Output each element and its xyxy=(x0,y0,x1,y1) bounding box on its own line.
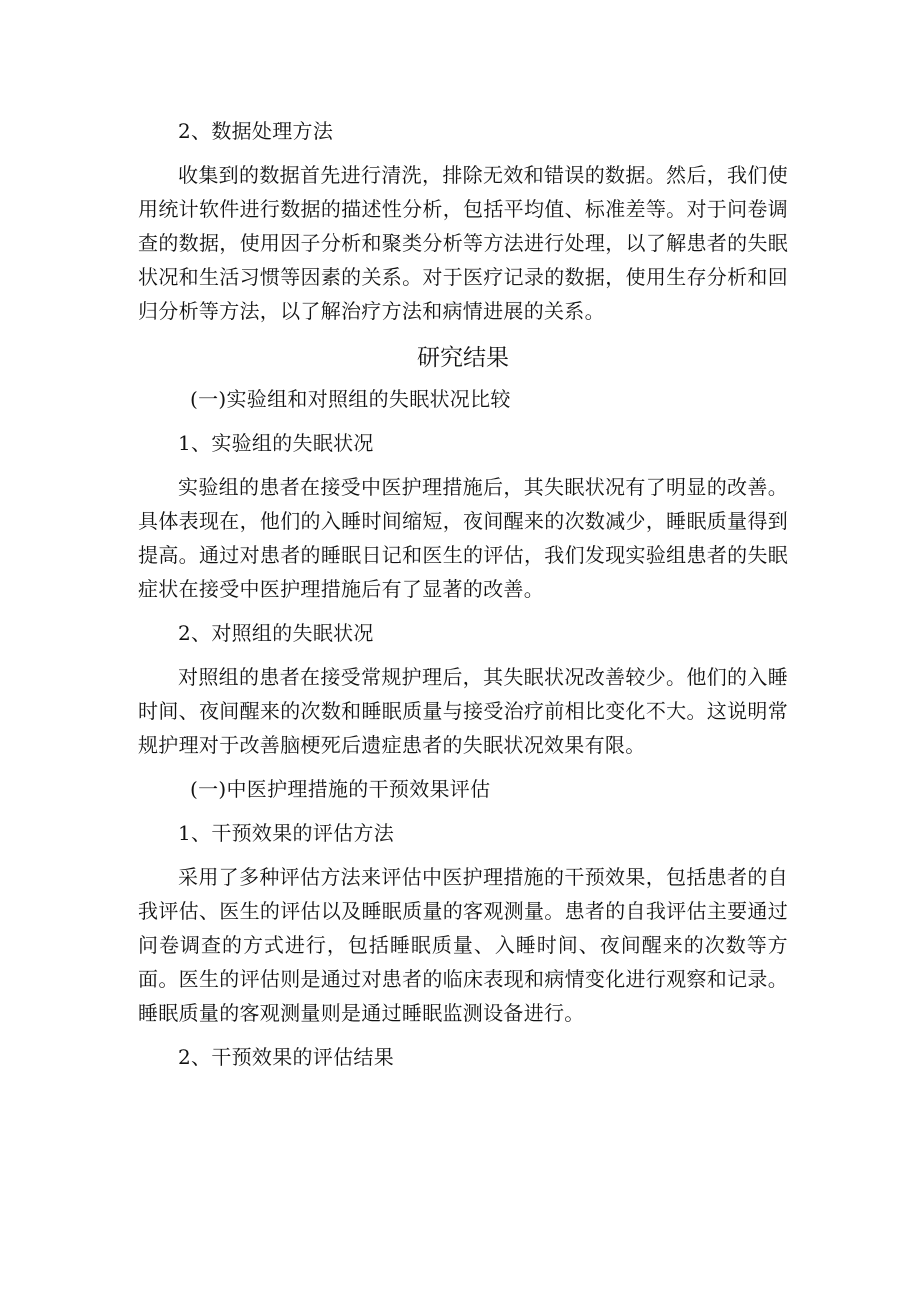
results-title: 研究结果 xyxy=(417,345,509,371)
paragraph-eval-method: 采用了多种评估方法来评估中医护理措施的干预效果，包括患者的自我评估、医生的评估以及睡眠质量的客观测量。患者的自我评估主要通过问卷调查的方式进行，包括睡眠质量、入睡时间、夜间醒来的次数等方面。医生的评估则是通过对患者的临床表现和病情变化进行观察和记录。睡眠质量的客观测量则是通过睡眠监测设备进行。 xyxy=(138,865,788,1025)
paragraph-control: 对照组的患者在接受常规护理后，其失眠状况改善较少。他们的入睡时间、夜间醒来的次数和睡眠质量与接受治疗前相比变化不大。这说明常规护理对于改善脑梗死后遗症患者的失眠状况效果有限。 xyxy=(138,665,788,757)
item-heading-control: 2、对照组的失眠状况 xyxy=(178,621,374,645)
item-heading-eval-result: 2、干预效果的评估结果 xyxy=(178,1045,395,1069)
document-page xyxy=(138,114,788,1084)
paragraph-experimental: 实验组的患者在接受中医护理措施后，其失眠状况有了明显的改善。具体表现在，他们的入睡时间缩短，夜间醒来的次数减少，睡眠质量得到提高。通过对患者的睡眠日记和医生的评估，我们发现实验组患者的失眠症状在接受中医护理措施后有了显著的改善。 xyxy=(138,475,788,601)
item-heading-eval-method: 1、干预效果的评估方法 xyxy=(178,821,395,845)
section-heading-data-processing: 2、数据处理方法 xyxy=(178,119,334,143)
paragraph-data-processing: 收集到的数据首先进行清洗，排除无效和错误的数据。然后，我们使用统计软件进行数据的描述性分析，包括平均值、标准差等。对于问卷调查的数据，使用因子分析和聚类分析等方法进行处理，以了解患者的失眠状况和生活习惯等因素的关系。对于医疗记录的数据，使用生存分析和回归分析等方法，以了解治疗方法和病情进展的关系。 xyxy=(138,163,788,323)
subsection-heading-evaluation: (一)中医护理措施的干预效果评估 xyxy=(190,777,491,801)
item-heading-experimental: 1、实验组的失眠状况 xyxy=(178,431,374,455)
subsection-heading-comparison: (一)实验组和对照组的失眠状况比较 xyxy=(190,387,511,411)
